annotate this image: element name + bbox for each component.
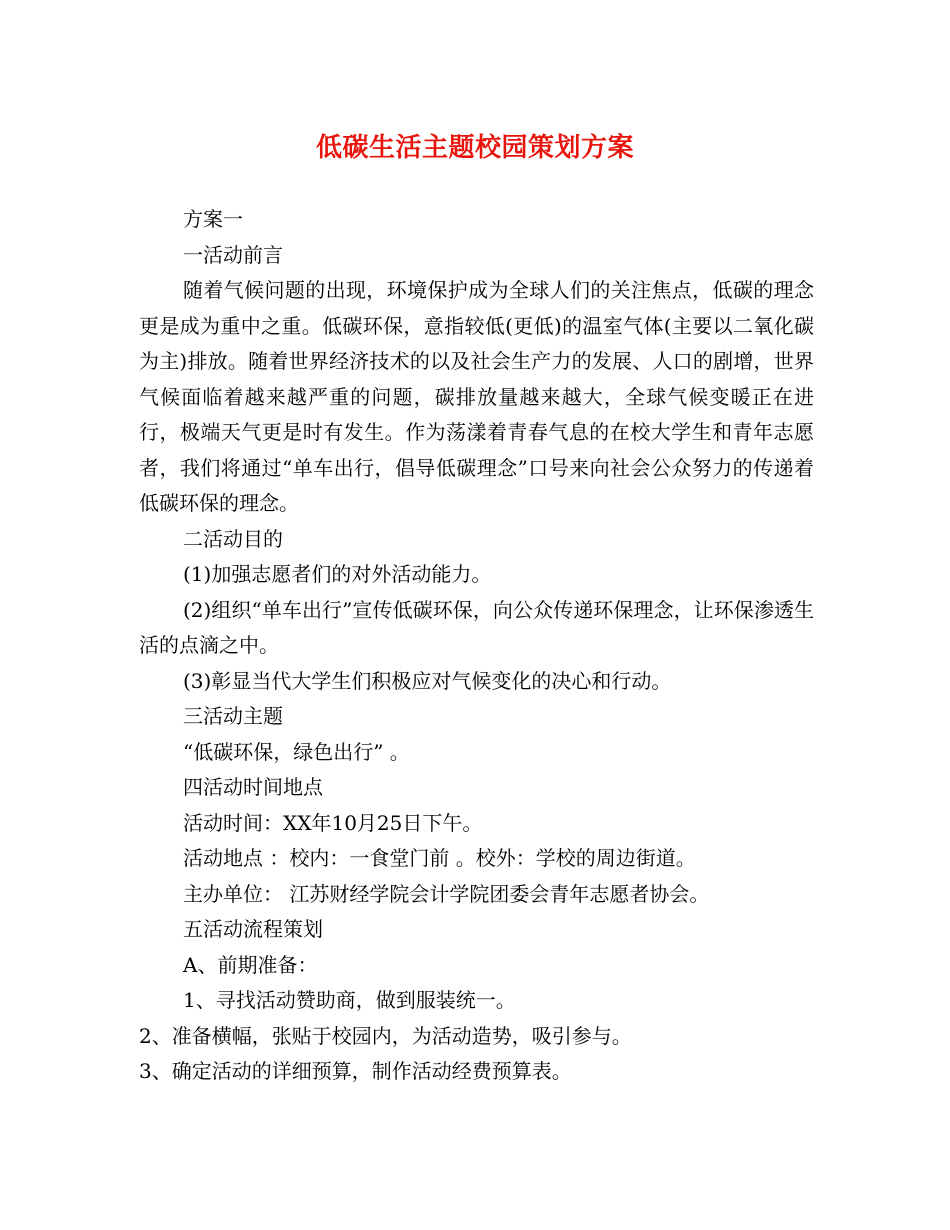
heading-theme: 三活动主题: [183, 704, 283, 728]
heading-preface: 一活动前言: [183, 242, 283, 267]
document-title: 低碳生活主题校园策划方案: [315, 133, 634, 163]
paragraph-purpose-1: (1)加强志愿者们的对外活动能力。: [183, 562, 492, 586]
list-item-2: 2、准备横幅，张贴于校园内，为活动造势，吸引参与。: [139, 1023, 632, 1048]
paragraph-purpose-2: (2)组织“单车出行”宣传低碳环保，向公众传递环保理念，让环保渗透生活的点滴之中。: [139, 597, 814, 657]
paragraph-organizer: 主办单位： 江苏财经学院会计学院团委会青年志愿者协会。: [183, 881, 710, 906]
heading-process: 五活动流程策划: [183, 917, 323, 941]
paragraph-preface: 随着气候问题的出现，环境保护成为全球人们的关注焦点，低碳的理念更是成为重中之重。低碳环保，意指较低(更低)的温室气体(主要以二氧化碳为主)排放。随着世界经济技术的以及社会生产力的发展、人口的剧增，世界气候面临着越来越严重的问题，碳排放量越来越大，全球气候变暖正在进行，极端天气更是时有发生。作为荡漾着青春气息的在校大学生和青年志愿者，我们将通过“单车出行，倡导低碳理念”口号来向社会公众努力的传递着低碳环保的理念。: [139, 278, 814, 515]
paragraph-plan-one: 方案一: [183, 207, 243, 231]
list-item-3: 3、确定活动的详细预算，制作活动经费预算表。: [139, 1059, 572, 1083]
paragraph-place: 活动地点 ：校内：一食堂门前 。校外：学校的周边街道。: [183, 846, 696, 870]
list-item-1: 1、寻找活动赞助商，做到服装统一。: [183, 988, 516, 1012]
document-body: [139, 202, 814, 1090]
paragraph-theme: “低碳环保，绿色出行” 。: [183, 739, 410, 764]
heading-time-place: 四活动时间地点: [183, 775, 323, 799]
paragraph-purpose-3: (3)彰显当代大学生们积极应对气候变化的决心和行动。: [183, 668, 672, 693]
paragraph-preparation: A、前期准备：: [183, 952, 318, 977]
paragraph-time: 活动时间：XX年10月25日下午。: [183, 810, 483, 835]
heading-purpose: 二活动目的: [183, 526, 283, 551]
